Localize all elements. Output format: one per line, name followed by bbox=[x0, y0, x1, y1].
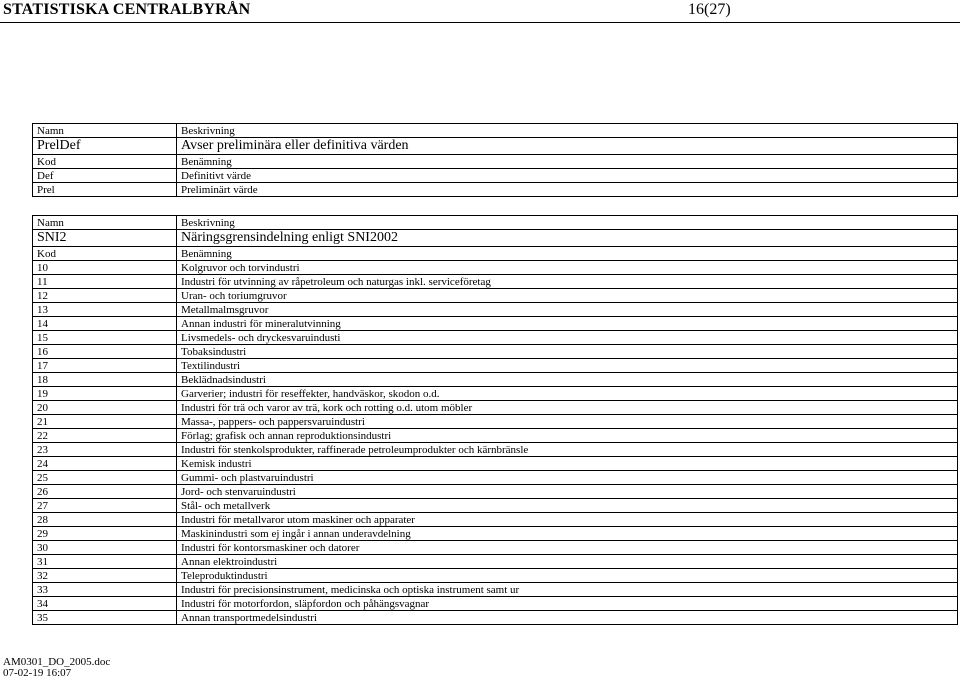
row-code: 17 bbox=[33, 359, 177, 373]
row-code: 16 bbox=[33, 345, 177, 359]
row-code: 25 bbox=[33, 471, 177, 485]
row-label: Gummi- och plastvaruindustri bbox=[177, 471, 958, 485]
table-row bbox=[33, 513, 958, 527]
table-row bbox=[33, 275, 958, 289]
row-code: Def bbox=[33, 169, 177, 183]
row-code: 30 bbox=[33, 541, 177, 555]
variable-name: SNI2 bbox=[33, 230, 177, 247]
table-row bbox=[33, 429, 958, 443]
row-label: Industri för precisionsinstrument, medicinska och optiska instrument samt ur bbox=[177, 583, 958, 597]
row-label: Preliminärt värde bbox=[177, 183, 958, 197]
row-label: Annan elektroindustri bbox=[177, 555, 958, 569]
row-code: 32 bbox=[33, 569, 177, 583]
preldef-table bbox=[32, 123, 958, 197]
row-code: 19 bbox=[33, 387, 177, 401]
row-code: 31 bbox=[33, 555, 177, 569]
description-header: Beskrivning bbox=[177, 124, 958, 138]
variable-description: Avser preliminära eller definitiva värden bbox=[177, 138, 958, 155]
row-code: Prel bbox=[33, 183, 177, 197]
table-row bbox=[33, 387, 958, 401]
table-row bbox=[33, 289, 958, 303]
row-code: 10 bbox=[33, 261, 177, 275]
row-code: 35 bbox=[33, 611, 177, 625]
sni2-table bbox=[32, 215, 958, 625]
table-row bbox=[33, 443, 958, 457]
label-header: Benämning bbox=[177, 247, 958, 261]
row-label: Industri för metallvaror utom maskiner och apparater bbox=[177, 513, 958, 527]
organization-name: STATISTISKA CENTRALBYRÅN bbox=[3, 1, 251, 18]
row-label: Industri för utvinning av råpetroleum och naturgas inkl. serviceföretag bbox=[177, 275, 958, 289]
row-code: 18 bbox=[33, 373, 177, 387]
table-row bbox=[33, 169, 958, 183]
table-row bbox=[33, 317, 958, 331]
table-row bbox=[33, 359, 958, 373]
table-row bbox=[33, 415, 958, 429]
row-label: Beklädnadsindustri bbox=[177, 373, 958, 387]
row-code: 27 bbox=[33, 499, 177, 513]
row-code: 33 bbox=[33, 583, 177, 597]
row-label: Livsmedels- och dryckesvaruindusti bbox=[177, 331, 958, 345]
row-label: Industri för motorfordon, släpfordon och påhängsvagnar bbox=[177, 597, 958, 611]
page-number: 16(27) bbox=[688, 1, 731, 18]
row-label: Maskinindustri som ej ingår i annan underavdelning bbox=[177, 527, 958, 541]
row-code: 34 bbox=[33, 597, 177, 611]
code-header: Kod bbox=[33, 247, 177, 261]
table-row bbox=[33, 569, 958, 583]
table-row bbox=[33, 597, 958, 611]
row-label: Metallmalmsgruvor bbox=[177, 303, 958, 317]
table-row bbox=[33, 583, 958, 597]
table-row bbox=[33, 541, 958, 555]
row-code: 24 bbox=[33, 457, 177, 471]
row-code: 14 bbox=[33, 317, 177, 331]
table-row bbox=[33, 345, 958, 359]
row-code: 13 bbox=[33, 303, 177, 317]
row-code: 29 bbox=[33, 527, 177, 541]
row-code: 20 bbox=[33, 401, 177, 415]
row-label: Jord- och stenvaruindustri bbox=[177, 485, 958, 499]
table-row bbox=[33, 471, 958, 485]
label-header: Benämning bbox=[177, 155, 958, 169]
variable-description: Näringsgrensindelning enligt SNI2002 bbox=[177, 230, 958, 247]
row-code: 23 bbox=[33, 443, 177, 457]
row-label: Teleproduktindustri bbox=[177, 569, 958, 583]
variable-name: PrelDef bbox=[33, 138, 177, 155]
table-row bbox=[33, 303, 958, 317]
row-label: Uran- och toriumgruvor bbox=[177, 289, 958, 303]
table-row bbox=[33, 401, 958, 415]
row-label: Textilindustri bbox=[177, 359, 958, 373]
table-row bbox=[33, 457, 958, 471]
table-row bbox=[33, 499, 958, 513]
header-divider bbox=[0, 22, 960, 23]
row-code: 11 bbox=[33, 275, 177, 289]
row-label: Industri för trä och varor av trä, kork och rotting o.d. utom möbler bbox=[177, 401, 958, 415]
table-row bbox=[33, 527, 958, 541]
row-label: Definitivt värde bbox=[177, 169, 958, 183]
table-row bbox=[33, 331, 958, 345]
row-label: Annan transportmedelsindustri bbox=[177, 611, 958, 625]
row-label: Tobaksindustri bbox=[177, 345, 958, 359]
row-code: 22 bbox=[33, 429, 177, 443]
name-header: Namn bbox=[33, 124, 177, 138]
row-label: Kemisk industri bbox=[177, 457, 958, 471]
row-label: Kolgruvor och torvindustri bbox=[177, 261, 958, 275]
table-row bbox=[33, 555, 958, 569]
row-code: 12 bbox=[33, 289, 177, 303]
row-label: Industri för stenkolsprodukter, raffinerade petroleumprodukter och kärnbränsle bbox=[177, 443, 958, 457]
row-label: Garverier; industri för reseffekter, handväskor, skodon o.d. bbox=[177, 387, 958, 401]
row-code: 28 bbox=[33, 513, 177, 527]
table-row bbox=[33, 373, 958, 387]
row-label: Massa-, pappers- och pappersvaruindustri bbox=[177, 415, 958, 429]
footer-filename: AM0301_DO_2005.doc bbox=[3, 656, 111, 668]
table-row bbox=[33, 485, 958, 499]
footer-date: 07-02-19 16:07 bbox=[3, 667, 72, 679]
row-code: 15 bbox=[33, 331, 177, 345]
row-label: Industri för kontorsmaskiner och datorer bbox=[177, 541, 958, 555]
row-code: 21 bbox=[33, 415, 177, 429]
description-header: Beskrivning bbox=[177, 216, 958, 230]
row-label: Annan industri för mineralutvinning bbox=[177, 317, 958, 331]
table-row bbox=[33, 261, 958, 275]
row-label: Stål- och metallverk bbox=[177, 499, 958, 513]
row-code: 26 bbox=[33, 485, 177, 499]
row-label: Förlag; grafisk och annan reproduktionsindustri bbox=[177, 429, 958, 443]
table-row bbox=[33, 183, 958, 197]
code-header: Kod bbox=[33, 155, 177, 169]
table-row bbox=[33, 611, 958, 625]
name-header: Namn bbox=[33, 216, 177, 230]
